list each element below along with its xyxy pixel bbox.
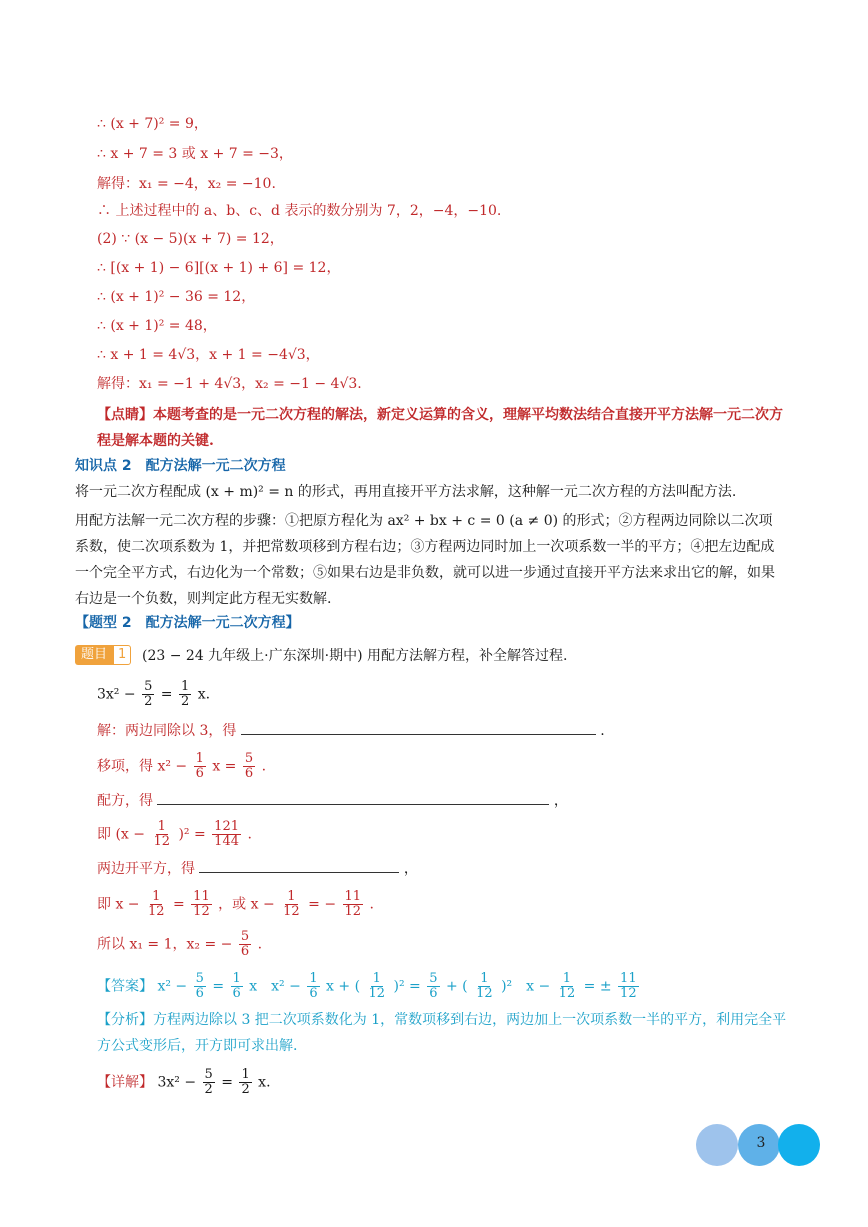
- solution-line: ∴ (x + 1)² = 48，: [97, 318, 217, 334]
- step-label: 配方，得: [97, 793, 153, 809]
- step-end: .: [247, 826, 252, 843]
- detail-line: 【详解】 3x² − $\frac{5}{2}$ = $\frac{1}{2}$ x.: [97, 1067, 271, 1097]
- fraction: $\frac{1}{12}$: [153, 819, 170, 849]
- step-5: [97, 858, 418, 878]
- type-heading: 【题型 2 配方法解一元二次方程】: [75, 615, 300, 631]
- step-label: 即 x −: [97, 896, 140, 913]
- fraction: $\frac{1}{6}$: [232, 971, 241, 1001]
- answer-line: 【答案】 x² − $\frac{5}{6}$ = $\frac{1}{6}$ x x² − $\frac{1}{6}$ x + ( $\frac{1}{12}$ )² = $\frac{5}{6}$ + ( $\frac{1}{12}$ )² x − $\frac{1}{12}$ = ± $\frac{11}{12}$: [97, 971, 637, 1001]
- step-part: = −: [308, 896, 337, 913]
- fraction: $\frac{1}{12}$: [368, 971, 386, 1001]
- step-end: .: [257, 936, 263, 953]
- fraction: $\frac{1}{6}$: [195, 751, 204, 781]
- solution-line: (2) ∵ (x − 5)(x + 7) = 12，: [97, 231, 284, 247]
- fraction: $\frac{1}{12}$: [558, 971, 576, 1001]
- fraction: $\frac{121}{144}$: [214, 819, 239, 849]
- eq-part: x.: [197, 686, 211, 703]
- step-end: ，: [403, 861, 418, 877]
- step-part: x =: [212, 758, 237, 775]
- eq-part: 3x² −: [97, 686, 136, 703]
- solution-line: 解得：x₁ = −4，x₂ = −10.: [97, 176, 276, 192]
- answer-blank[interactable]: [241, 720, 596, 735]
- step-1: [97, 720, 605, 740]
- section-heading: 知识点 2 配方法解一元二次方程: [75, 458, 286, 474]
- fraction: $\frac{1}{12}$: [147, 889, 165, 919]
- step-label: 两边开平方，得: [97, 861, 195, 877]
- question-badge: [75, 645, 131, 665]
- badge-number: 1: [113, 645, 131, 665]
- solution-line: ∴ x + 7 = 3 或 x + 7 = −3，: [97, 146, 293, 162]
- step-part: ，或 x −: [218, 896, 275, 913]
- analysis-block: 【分析】方程两边除以 3 把二次项系数化为 1，常数项移到右边，两边加上一次项系数一半的平方，利用完全平方公式变形后，开方即可求出解.: [97, 1012, 787, 1054]
- page-number: 3: [756, 1135, 766, 1151]
- step-label: 移项，得 x² −: [97, 758, 188, 775]
- step-label: 所以 x₁ = 1，x₂ = −: [97, 936, 233, 953]
- step-end: .: [261, 758, 267, 775]
- fraction: $\frac{11}{12}$: [620, 971, 637, 1001]
- decor-circle: [696, 1124, 738, 1166]
- fraction: $\frac{11}{12}$: [344, 889, 362, 919]
- fraction: $\frac{1}{12}$: [476, 971, 493, 1001]
- answer-blank[interactable]: [157, 790, 549, 805]
- fraction: $\frac{1}{2}$: [241, 1067, 250, 1097]
- comment-block: 【点睛】本题考查的是一元二次方程的解法，新定义运算的含义，理解平均数法结合直接开平方法解一元二次方程是解本题的关键.: [97, 407, 783, 449]
- step-end: .: [600, 723, 605, 739]
- eq-part: =: [160, 686, 173, 703]
- section-paragraph: 用配方法解一元二次方程的步骤：①把原方程化为 ax² + bx + c = 0 (a ≠ 0) 的形式；②方程两边同除以二次项系数，使二次项系数为 1，并把常数项移到方程右边；③方程两边同时加上一次项系数一半的平方；④把左边配成一个完全平方式，右边化为一个常数；⑤如果右边是非负数，就可以进一步通过直接开平方法来求出它的解，如果右边是一个负数，则判定此方程无实数解.: [75, 513, 775, 607]
- step-end: ，: [553, 793, 568, 809]
- fraction: $\frac{1}{12}$: [283, 889, 300, 919]
- badge-label: 题目: [75, 645, 113, 665]
- solution-line: ∴ x + 1 = 4√3，x + 1 = −4√3，: [97, 347, 320, 363]
- fraction: $\frac{5}{6}$: [240, 929, 250, 959]
- fraction: $\frac{5}{6}$: [429, 971, 438, 1001]
- step-6: [97, 890, 374, 919]
- question-text: (23 − 24 九年级上·广东深圳·期中) 用配方法解方程，补全解答过程.: [142, 648, 568, 664]
- answer-blank[interactable]: [199, 858, 399, 873]
- detail-label: 【详解】: [97, 1074, 153, 1091]
- fraction: $\frac{5}{6}$: [244, 751, 254, 781]
- step-7: [97, 930, 262, 959]
- step-4: [97, 820, 252, 849]
- step-label: 解：两边同除以 3，得: [97, 723, 237, 739]
- step-part: )² =: [178, 826, 206, 843]
- decor-circle: [778, 1124, 820, 1166]
- fraction: $\frac{5}{2}$: [204, 1067, 213, 1097]
- step-2: [97, 752, 266, 781]
- step-end: .: [369, 896, 374, 913]
- fraction: $\frac{1}{2}$: [180, 679, 190, 709]
- step-part: =: [172, 896, 185, 913]
- solution-line: 解得：x₁ = −1 + 4√3，x₂ = −1 − 4√3.: [97, 376, 362, 392]
- fraction: $\frac{1}{6}$: [309, 971, 318, 1001]
- solution-line: ∴ [(x + 1) − 6][(x + 1) + 6] = 12，: [97, 260, 341, 276]
- answer-label: 【答案】: [97, 978, 153, 995]
- solution-line: ∴ (x + 1)² − 36 = 12，: [97, 289, 256, 305]
- step-label: 即 (x −: [97, 826, 145, 843]
- solution-line: ∴ 上述过程中的 a、b、c、d 表示的数分别为 7，2，−4，−10.: [97, 203, 502, 219]
- section-paragraph: 将一元二次方程配成 (x + m)² = n 的形式，再用直接开平方法求解，这种解一元二次方程的方法叫配方法.: [75, 484, 737, 500]
- fraction: $\frac{5}{2}$: [144, 679, 153, 709]
- fraction: $\frac{11}{12}$: [193, 889, 210, 919]
- step-3: [97, 790, 568, 810]
- solution-line: ∴ (x + 7)² = 9，: [97, 116, 208, 132]
- fraction: $\frac{5}{6}$: [195, 971, 204, 1001]
- equation: [97, 680, 210, 709]
